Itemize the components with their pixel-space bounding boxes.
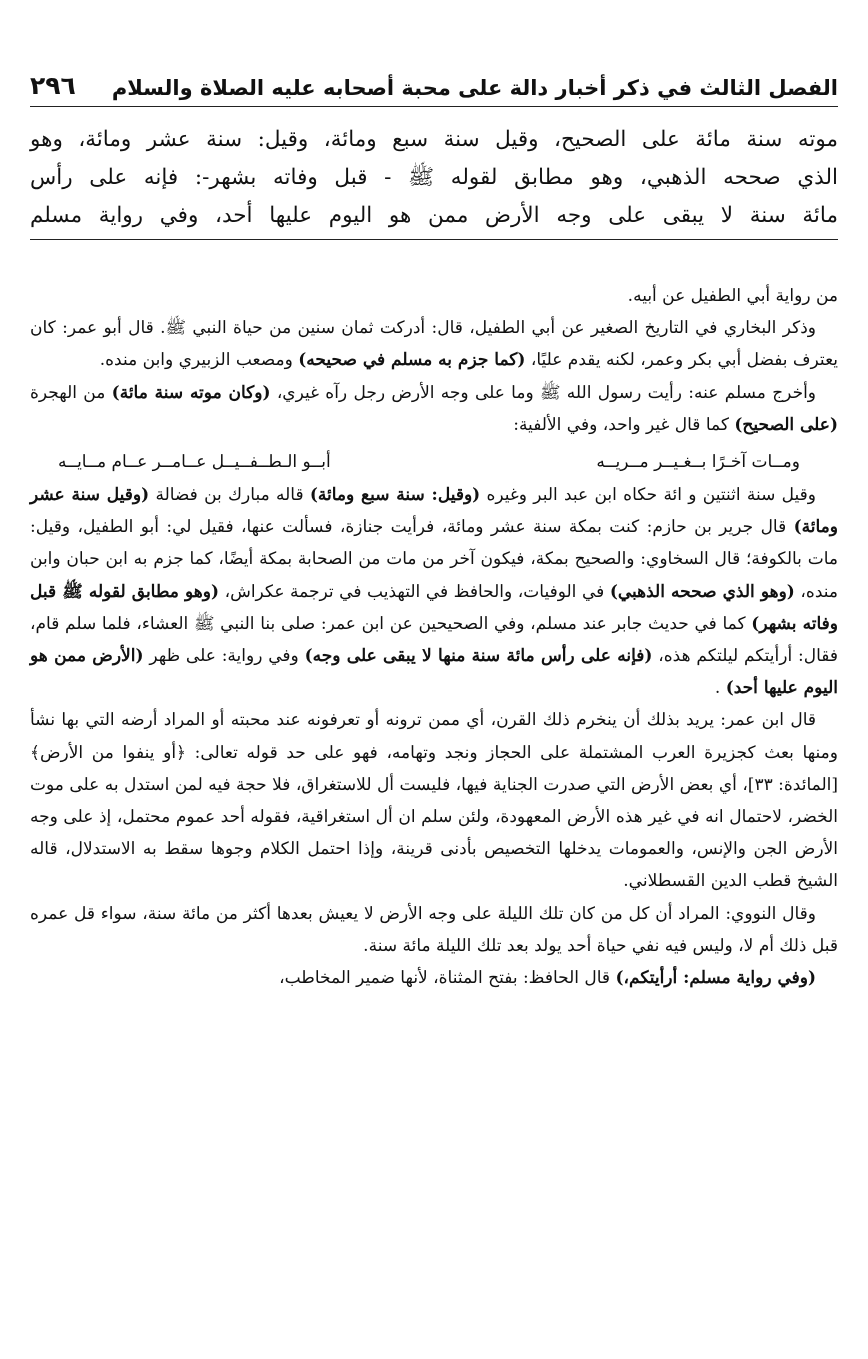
bold-quote: (وكان موته سنة مائة) (111, 382, 271, 403)
poetry-verse (30, 441, 838, 479)
text-run: ومصعب الزبيري وابن منده. (99, 350, 299, 371)
text-run: من الهجرة (30, 382, 112, 403)
text-run: كما قال غير واحد، وفي الألفية: (513, 414, 735, 435)
book-page (30, 60, 838, 994)
main-text-line: الذي صححه الذهبي، وهو مطابق لقوله ﷺ - قبل وفاته بشهر-: فإنه على رأس (30, 165, 838, 190)
page-header (30, 60, 838, 107)
text-run: وذكر البخاري في التاريخ الصغير عن أبي الطفيل، قال: أدركت ثمان سنين من حياة النبي ﷺ. قال أبو عمر: كان يعترف بفضل أبي بكر وعمر، لكنه يقدم عليًا، (30, 318, 838, 371)
commentary-paragraph: قال ابن عمر: يريد بذلك أن ينخرم ذلك القرن، أي ممن ترونه أو تعرفونه عند محبته أو المراد أرضه التي بها نشأ ومنها بعث كجزيرة العرب المشتملة على الحجاز ونجد وتهامه، فهو على حد قوله تعالى: ﴿أو ينفوا من الأرض﴾ [المائدة: ٣٣]، أي بعض الأرض التي صدرت الجناية فيها، فليست أل للاستغراق، فلا حجة فيه لمن استدل به على موت الخضر، لاحتمال انه في غير هذه الأرض المعهودة، ولئن سلم ان أل استغراقية، فقوله أحد عموم محتمل، إذ على وجه الأرض الجن والإنس، والعمومات يدخلها التخصيص بأدنى قرينة، وإذا احتمل الكلام وجوها سقط به الاستدلال، قاله الشيخ قطب الدين القسطلاني. (30, 710, 838, 892)
text-run: وأخرج مسلم عنه: رأيت رسول الله ﷺ وما على وجه الأرض رجل رآه غيري، (270, 382, 817, 403)
bold-quote: (وهو الذي صححه الذهبي) (609, 581, 795, 602)
commentary (30, 280, 838, 994)
bold-quote: (على الصحيح) (734, 414, 838, 435)
text-run: وقيل سنة اثنتين و ائة حكاه ابن عبد البر وغيره (480, 485, 816, 506)
commentary-paragraph (30, 479, 838, 704)
text-run: قال الحافظ: بفتح المثناة، لأنها ضمير المخاطب، (279, 968, 616, 989)
bold-quote: (الأرض ممن هو اليوم عليها أحد) (30, 646, 838, 699)
page-number: ٢٩٦ (30, 71, 76, 100)
bold-quote: (فإنه على رأس مائة سنة منها لا يبقى على وجه) (304, 646, 653, 667)
text-run: في الوفيات، والحافظ في التهذيب في ترجمة عكراش، (219, 581, 610, 602)
bold-quote: (كما جزم به مسلم في صحيحه) (298, 350, 526, 371)
text-run: كما في حديث جابر عند مسلم، وفي الصحيحين عن ابن عمر: صلى بنا النبي ﷺ العشاء، فلما سلم قام، فقال: أرأيتكم ليلتكم هذه، (30, 613, 839, 667)
commentary-paragraph: من رواية أبي الطفيل عن أبيه. (627, 286, 838, 306)
commentary-paragraph (30, 312, 838, 376)
main-text-line: موته سنة مائة على الصحيح، وقيل سنة سبع ومائة، وقيل: سنة عشر ومائة، وهو (30, 127, 838, 152)
main-text (30, 121, 838, 240)
bold-quote: (وقيل سنة عشر ومائة) (30, 485, 838, 538)
text-run: قال جرير بن حازم: كنت بمكة سنة عشر ومائة، فرأيت جنازة، فسألت عنها، فقيل لي: أبو الطفيل، وقيل: مات بالكوفة؛ قال السخاوي: والصحيح بمكة، فيكون آخر من مات من الصحابة بمكة أيضًا، كما جزم به ابن حبان وابن منده، (30, 517, 838, 602)
text-run: قاله مبارك بن فضالة (149, 485, 310, 506)
commentary-paragraph (30, 962, 838, 994)
text-run: . (714, 678, 726, 699)
verse-second-hemistich: أبــو الـطــفــيــل عــامــر عــام مــايــه (58, 452, 331, 473)
text-run: وفي رواية: على ظهر (143, 646, 305, 667)
bold-quote: (وفي رواية مسلم: أرأيتكم،) (615, 968, 816, 989)
commentary-paragraph (30, 377, 838, 441)
running-title: الفصل الثالث في ذكر أخبار دالة على محبة أصحابه عليه الصلاة والسلام (111, 76, 838, 100)
bold-quote: (وهو مطابق لقوله ﷺ قبل وفاته بشهر) (30, 581, 839, 634)
verse-first-hemistich: ومــات آخـرًا بــغـيــر مــريــه (596, 452, 800, 473)
main-text-line: مائة سنة لا يبقى على وجه الأرض ممن هو اليوم عليها أحد، وفي رواية مسلم (30, 203, 838, 228)
commentary-paragraph: وقال النووي: المراد أن كل من كان تلك الليلة على وجه الأرض لا يعيش بعدها أكثر من مائة سنة، سواء قل عمره قبل ذلك أم لا، وليس فيه نفي حياة أحد يولد بعد تلك الليلة مائة سنة. (30, 903, 838, 956)
bold-quote: (وقيل: سنة سبع ومائة) (309, 485, 481, 506)
